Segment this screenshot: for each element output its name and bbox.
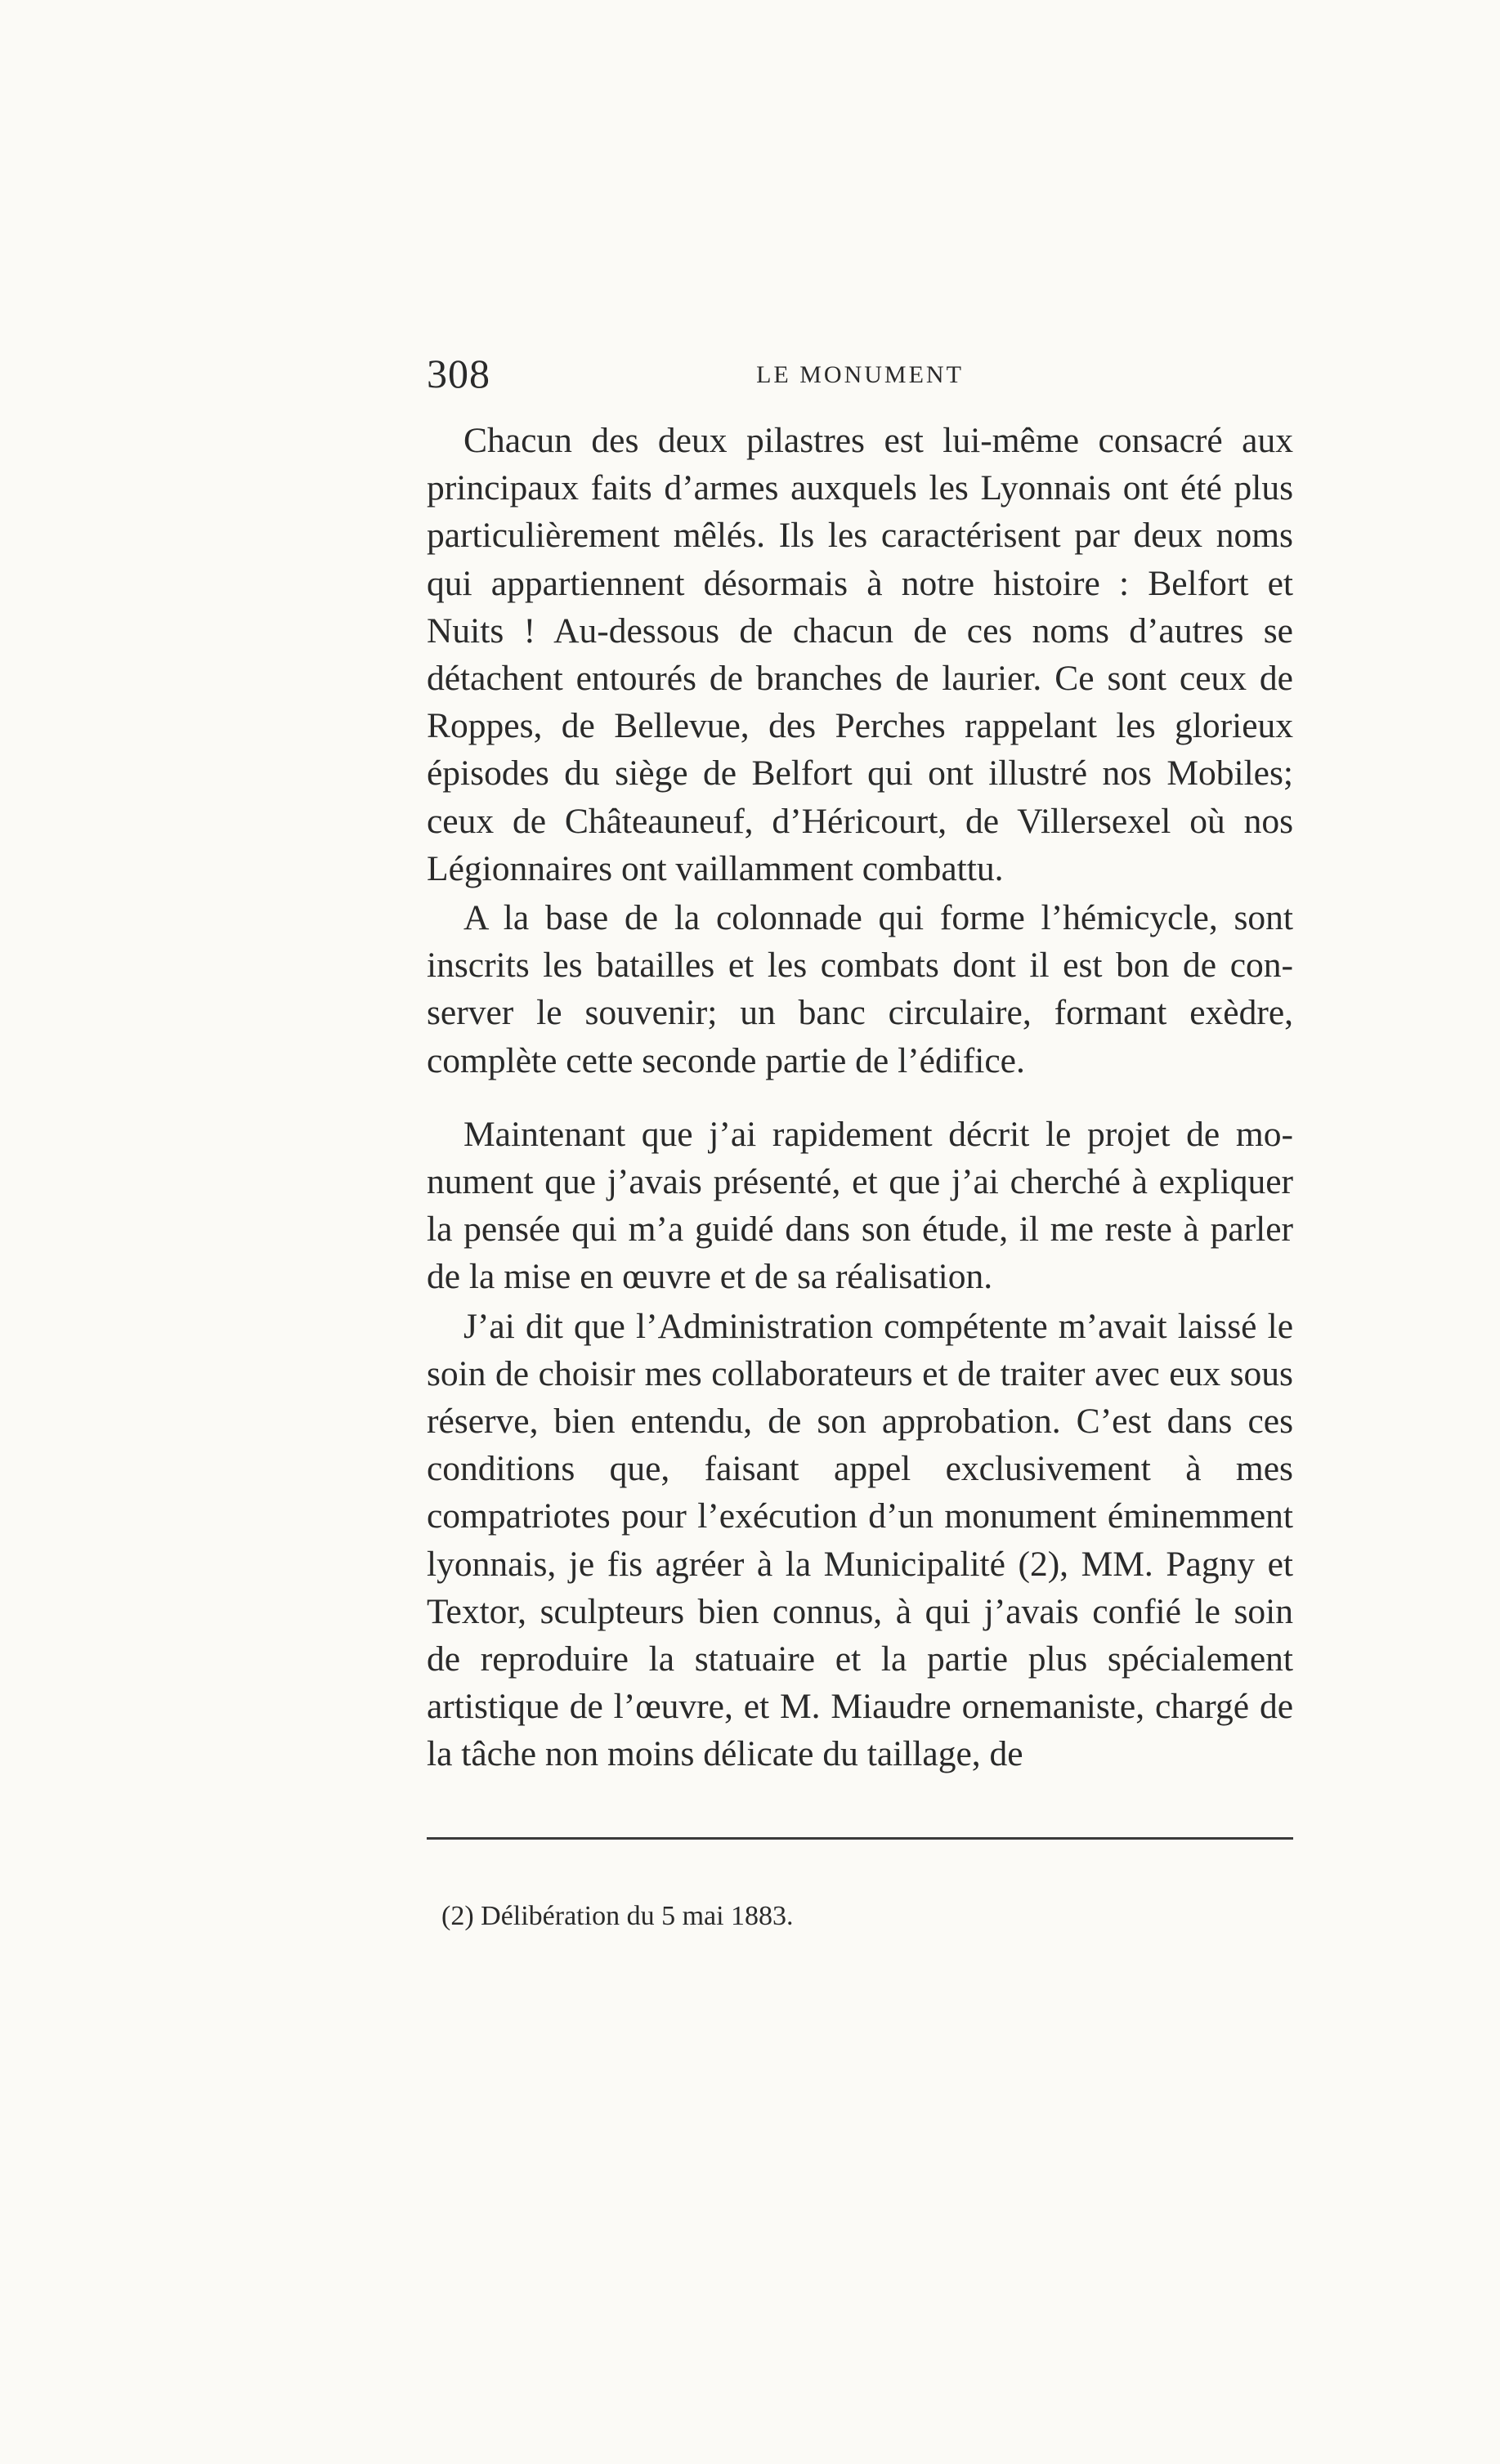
footnote-divider [427, 1837, 1293, 1840]
paragraph-pilastres: Chacun des deux pilastres est lui-même consacré aux principaux faits d’armes auxquels les Lyonnais ont été plus particulièrement mêlés. Ils les caractérisent par deux noms qui appartiennent désormais à notre histoire : Belfort et Nuits ! Au-dessous de chacun de ces noms d’autres se détachent entourés de branches de laurier. Ce sont ceux de Roppes, de Bellevue, des Perches rappelant les glorieux épisodes du siège de Belfort qui ont illustré nos Mobiles; ceux de Châteauneuf, d’Héricourt, de Villersexel où nos Légionnaires ont vaillamment combattu. [427, 421, 1293, 888]
page-number: 308 [427, 351, 490, 396]
page-header [427, 343, 1293, 400]
paragraph-colonnade: A la base de la colonnade qui forme l’hémicycle, sont inscrits les batailles et les combats dont il est bon de conserver le souvenir; un banc circulaire, formant exèdre, complète cette seconde partie de l’édifice. [427, 898, 1293, 1080]
paragraph-administration: J’ai dit que l’Administration compétente m’avait laissé le soin de choisir mes collaborateurs et de traiter avec eux sous réserve, bien entendu, de son approbation. C’est dans ces conditions que, faisant appel exclusivement à mes compatriotes pour l’exécution d’un monument éminemment lyonnais, je fis agréer à la Municipalité (2), MM. Pagny et Textor, sculpteurs bien connus, à qui j’avais confié le soin de reproduire la statuaire et la partie plus spécialement artistique de l’œuvre, et M. Miaudre ornemaniste, chargé de la tâche non moins délicate du taillage, de [427, 1306, 1293, 1774]
footnote: (2) Délibération du 5 mai 1883. [441, 1901, 794, 1931]
running-head: LE MONUMENT [756, 361, 964, 388]
body-text [427, 417, 1293, 1778]
paragraph-maintenant: Maintenant que j’ai rapidement décrit le projet de monument que j’avais présenté, et que j’ai cherché à expliquer la pensée qui m’a guidé dans son étude, il me reste à parler de la mise en œuvre et de sa réalisation. [427, 1114, 1293, 1297]
